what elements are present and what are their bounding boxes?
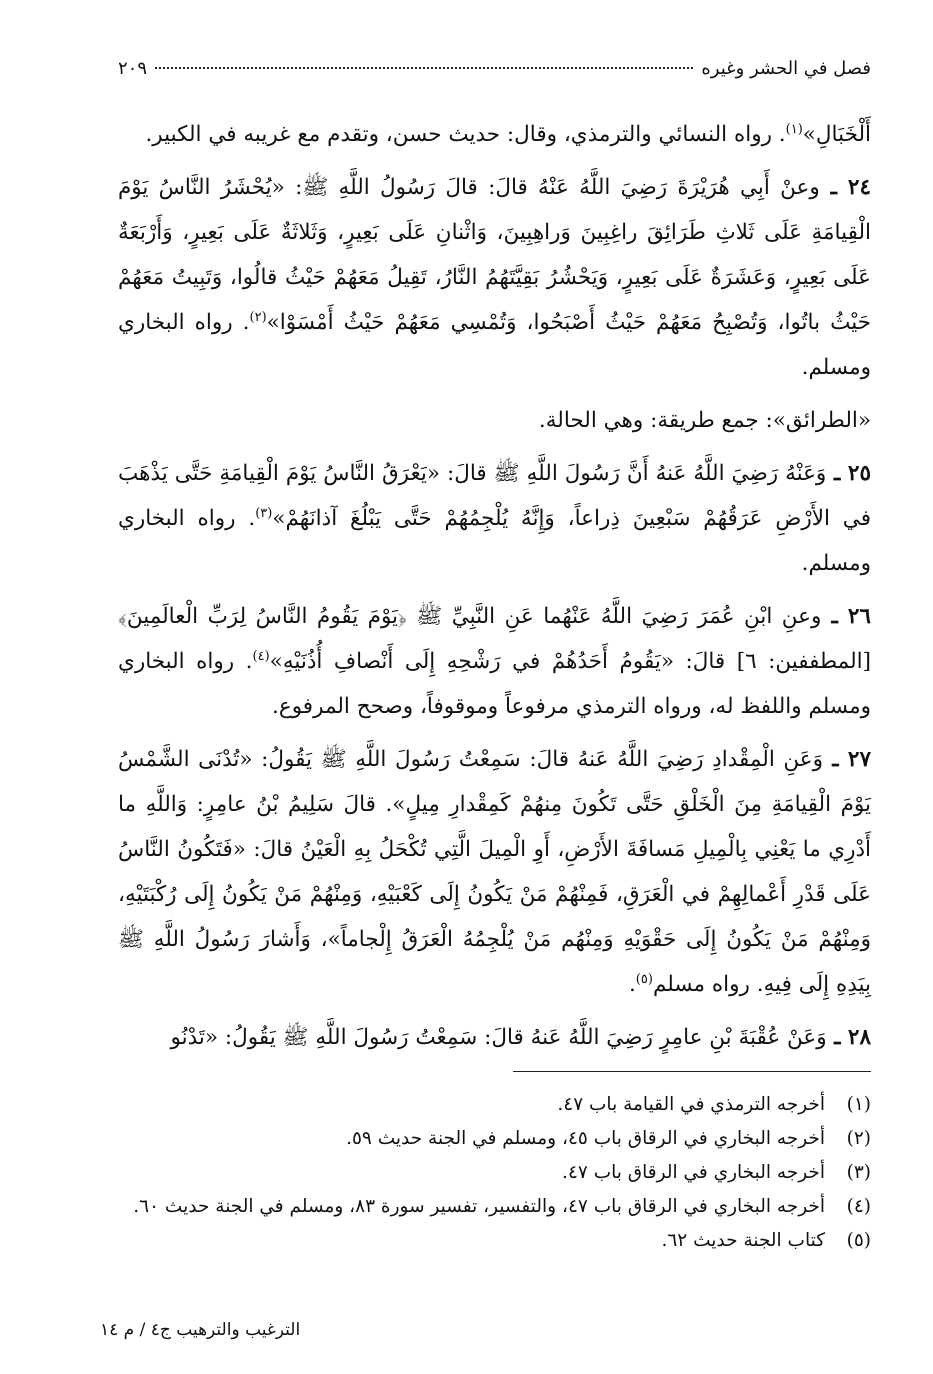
hadith-number: ٢٤ ـ [819, 175, 871, 200]
paragraph-continuation [118, 112, 871, 157]
page-number: ٢٠٩ [118, 58, 148, 79]
running-header [118, 58, 871, 79]
footnote-mark: (٢) [846, 1128, 871, 1149]
chapter-title: فصل في الحشر وغيره [701, 58, 871, 79]
header-leader-dots [155, 66, 693, 69]
paragraph-tail: . [628, 972, 636, 997]
footnote-mark: (٤) [846, 1196, 871, 1217]
hadith-number: ٢٨ ـ [826, 1025, 871, 1050]
footnote-separator [513, 1071, 871, 1072]
hadith-28 [118, 1015, 871, 1060]
paragraph-text: وعنِ ابْنِ عُمَرَ رَضِيَ اللَّهُ عَنْهُما عَنِ النَّبِيِّ ﷺ ﴿يَوْمَ يَقُومُ النَّاسُ لِرَبِّ الْعالَمِينَ﴾ [المطففين: ٦] قالَ: «يَقُومُ أَحَدُهُمْ في رَشْحِهِ إِلَى أَنْصافِ أُذُنَيْهِ» [118, 604, 871, 674]
paragraph-text: أَلْخَبَالِ» [802, 122, 871, 147]
paragraph-text: «الطرائق»: جمع طريقة: وهي الحالة. [538, 408, 871, 433]
main-text [118, 112, 871, 1068]
hadith-24 [118, 165, 871, 390]
footnote-ref[interactable]: (٥) [635, 971, 653, 987]
paragraph-text: وَعَنْهُ رَضِيَ اللَّهُ عَنهُ أَنَّ رَسُولَ اللَّهِ ﷺ قالَ: «يَعْرَقُ النَّاسُ يَوْمَ الْقِيامَةِ حَتَّى يَذْهَبَ في الأَرْضِ عَرَقُهُمْ سَبْعِينَ ذِراعاً، وَإِنَّهُ يُلْجِمُهُمْ حَتَّى يَبْلُغَ آذانَهُمْ» [118, 461, 871, 531]
footnotes [100, 1088, 871, 1258]
footnote-item [100, 1122, 871, 1156]
hadith-27 [118, 737, 871, 1007]
footnote-item [100, 1190, 871, 1224]
footnote-item [100, 1088, 871, 1122]
paragraph-tail: . رواه البخاري ومسلم. [118, 310, 871, 380]
footnote-text: أخرجه البخاري في الرقاق باب ٤٧، والتفسير، تفسير سورة ٨٣، ومسلم في الجنة حديث ٦٠. [133, 1196, 825, 1217]
footnote-mark: (١) [846, 1094, 871, 1115]
paragraph-tail: . رواه النسائي والترمذي، وقال: حديث حسن، وتقدم مع غريبه في الكبير. [145, 122, 786, 147]
footnote-ref[interactable]: (٣) [255, 505, 273, 521]
footnote-ref[interactable]: (٤) [252, 648, 270, 664]
footnote-text: أخرجه البخاري في الرقاق باب ٤٧. [562, 1162, 825, 1183]
footnote-text: أخرجه الترمذي في القيامة باب ٤٧. [557, 1094, 825, 1115]
footnote-ref[interactable]: (١) [785, 121, 803, 137]
footnote-item [100, 1156, 871, 1190]
signature-mark: الترغيب والترهيب ج٤ / م ١٤ [100, 1320, 301, 1340]
footnote-mark: (٣) [846, 1162, 871, 1183]
paragraph-text: وَعَنْ عُقْبَةَ بْنِ عامِرٍ رَضِيَ اللَّهُ عَنهُ قالَ: سَمِعْتُ رَسُولَ اللَّهِ ﷺ يَقُولُ: «تَدْنُو [170, 1025, 827, 1050]
hadith-25 [118, 451, 871, 586]
hadith-number: ٢٧ ـ [823, 747, 871, 772]
gloss-note [118, 398, 871, 443]
hadith-26 [118, 594, 871, 729]
footnote-mark: (٥) [846, 1230, 871, 1251]
footnote-text: أخرجه البخاري في الرقاق باب ٤٥، ومسلم في الجنة حديث ٥٩. [346, 1128, 825, 1149]
paragraph-text: وَعَنِ الْمِقْدادِ رَضِيَ اللَّهُ عَنهُ قالَ: سَمِعْتُ رَسُولَ اللَّهِ ﷺ يَقُولُ: «تُدْنَى الشَّمْسُ يَوْمَ الْقِيامَةِ مِنَ الْخَلْقِ حَتَّى تَكُونَ مِنهُمْ كَمِقْدارِ مِيلٍ». قالَ سَلِيمُ بْنُ عامِرٍ: وَاللَّهِ ما أَدْرِي ما يَعْنِي بِالْمِيلِ مَسافَةَ الأَرْضِ، أَوِ الْمِيلَ الَّتِي تُكْحَلُ بِهِ الْعَيْنُ قالَ: «فَتَكُونُ النَّاسُ عَلَى قَدْرِ أَعْمالِهِمْ في الْعَرَقِ، فَمِنْهُمْ مَنْ يَكُونُ إِلَى كَعْبَيْهِ، وَمِنْهُمْ مَنْ يَكُونُ إِلَى رُكْبَتَيْهِ، وَمِنْهُمْ مَنْ يَكُونُ إِلَى حَقْوَيْهِ وَمِنْهُم مَنْ يُلْجِمُهُ الْعَرَقُ إِلْجاماً»، وَأَشارَ رَسُولُ اللَّهِ ﷺ بِيَدِهِ إِلَى فِيهِ. رواه مسلم [118, 747, 871, 997]
hadith-number: ٢٥ ـ [826, 461, 871, 486]
hadith-number: ٢٦ ـ [821, 604, 871, 629]
paragraph-tail: . رواه البخاري ومسلم واللفظ له، ورواه الترمذي مرفوعاً وموقوفاً، وصحح المرفوع. [118, 649, 871, 719]
footnote-item [100, 1224, 871, 1258]
footnote-text: كتاب الجنة حديث ٦٢. [661, 1230, 825, 1251]
paragraph-text: وعنْ أَبِي هُرَيْرَةَ رَضِيَ اللَّهُ عَنْهُ قالَ: قالَ رَسُولُ اللَّهِ ﷺ: «يُحْشَرُ النَّاسُ يَوْمَ الْقِيامَةِ عَلَى ثَلاثِ طَرَائِقَ راغِبِينَ وَراهِبِينَ، وَاثْنانِ عَلَى بَعِيرٍ، وَثَلاثَةٌ عَلَى بَعِيرٍ، وَأَرْبَعَةٌ عَلَى بَعِيرٍ، وَعَشَرَةٌ عَلَى بَعِيرٍ، وَيَحْشُرُ بَقِيَّتَهُمُ النَّارُ، تَقِيلُ مَعَهُمْ حَيْثُ قالُوا، وَتَبِيتُ مَعَهُمْ حَيْثُ باتُوا، وَتُصْبِحُ مَعَهُمْ حَيْثُ أَصْبَحُوا، وَتُمْسِي مَعَهُمْ حَيْثُ أَمْسَوْا» [118, 175, 871, 335]
footnote-ref[interactable]: (٢) [249, 309, 267, 325]
paragraph-tail: . رواه البخاري ومسلم. [118, 506, 871, 576]
